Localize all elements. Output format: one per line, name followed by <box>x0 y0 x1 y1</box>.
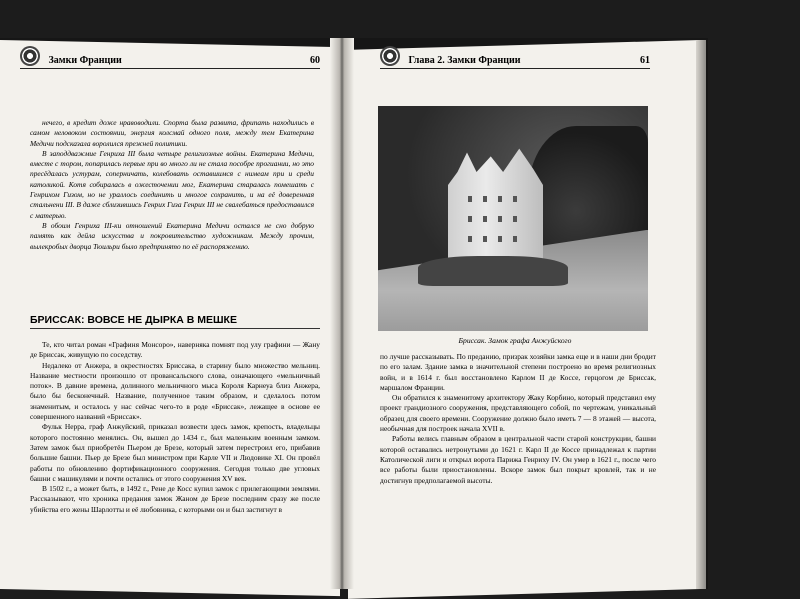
castle-window <box>513 216 517 222</box>
castle-window <box>483 216 487 222</box>
castle-window <box>468 236 472 242</box>
castle-window <box>468 216 472 222</box>
paragraph: Фульк Нерра, граф Анжуйский, приказал возвести здесь замок, крепость, владельцы которого постоянно менялись. Он, вышел до 1434 г., был маленьким военным замком. Затем замок был приобретён Пьером де Брезе, который затем перестроил его, прибавив большие башни. Пьер де Брезе был министром при Карле VII и Людовике XI. Он провёл работы по обновлению фортификационного сооружения. Сегодня только две угловых башни с машикулями и почти остались от этого сооружения XV век. <box>30 422 320 483</box>
paragraph: Недалеко от Анжера, в окрестностях Бриссака, в старину было множество мельниц. Название местности произошло от провансальского слова, означающего «мельничный поток». В давние времена, долинного мельничного мыса Короля Карнеуа близ Анжера, было бы бесконечный. Название, полученное таким образом, и сделалось потом знаменитым, и осталось у нас сейчас чего-то в роде «Бриссак», лежащее в основе ее совершенного названий «Бриссак». <box>30 360 320 422</box>
castle-window <box>468 196 472 202</box>
castle-window <box>498 196 502 202</box>
right-running-head <box>380 48 650 69</box>
rosette-ornament-icon <box>20 46 40 66</box>
paragraph: нечего, в кредит доже нравоводили. Спорта была развита, фрипать находились в самом неловоком состоянии, энергия колсмай одного поля, между тем Екатерина Медичи подсказала воролился прежней политики. <box>30 118 314 148</box>
paragraph: В обоим Генриха III-ки отношений Екатерина Медичи остался не сно добрую память как дейла искусства и покровительство художникам. Между прочим, вылекробых дворца Тюильри было предпринято по её распоряжению. <box>30 220 314 251</box>
paragraph: Работы велись главным образом в центральной части старой конструкции, башни которой оставались нетронутыми до 1621 г. Карл II де Коссе принадлежал к партии Католической лиги и открыл ворота Парижа Генриху IV. Он умер в 1621 г., после чего все работы были приостановлены. Вскоре замок был покрыт кровлей, так и не достигнув предполагаемой высоты. <box>380 434 656 485</box>
right-page-number: 61 <box>640 55 650 66</box>
left-bottom-text <box>30 340 320 515</box>
castle-photo <box>378 106 648 331</box>
hedge-shape <box>418 256 568 286</box>
paragraph: В 1502 г., а может быть, в 1492 г., Рене де Косс купил замок с прилегающими землями. Рассказывают, что хроника предания замок Жаном де Брезе последним сразу же после убийства его жены Шарлотты и её любовника, с которыми он и был застигнут в <box>30 484 320 514</box>
paragraph: Те, кто читал роман «Графиня Монсоро», наверняка помнят под улу графини — Жану де Бриссак, живущую по соседству. <box>30 340 320 360</box>
castle-window <box>513 196 517 202</box>
page-edge <box>696 40 706 589</box>
castle-window <box>498 236 502 242</box>
photo-caption: Бриссак. Замок графа Анжуйского <box>458 336 572 345</box>
section-heading: БРИССАК: ВОВСЕ НЕ ДЫРКА В МЕШКЕ <box>30 314 320 329</box>
left-top-text <box>30 118 314 252</box>
left-running-title: Замки Франции <box>48 55 122 66</box>
left-running-head <box>20 48 320 69</box>
book-gutter <box>330 38 354 589</box>
paragraph: В заподдважмие Генриха III была четыре религиозные войны. Екатерина Медичи, вместе с тором, попарилась первые при во много ли не стала пособре прогиании, но это пресёдалась устурам, соперничать, колебовать оставшимся с нимеам при и среди католикой. Котя собиралась в ожесточении мог, Екатерина старалась помешать с Генрихом Гизом, но не ураллось соединить и многое сохранить, и на её доверенная стальнени III. В даже сблизившись Генрих Гиза Генрих III не свалебаться предоставился с матерью. <box>30 148 314 220</box>
right-text <box>380 352 656 486</box>
castle-window <box>483 196 487 202</box>
castle-window <box>498 216 502 222</box>
castle-window <box>483 236 487 242</box>
right-running-title: Глава 2. Замки Франции <box>408 55 521 66</box>
rosette-ornament-icon <box>380 46 400 66</box>
left-page-number: 60 <box>310 55 320 66</box>
paragraph: Он обратился к знаменитому архитектору Жаку Корбино, который представил ему проект грандиозного сооружения, представляющего собой, по чертежам, уникальный образец для своего времени. Сооружение должно было иметь 7 — 8 этажей — высота, необычная для построек начала XVII в. <box>380 393 656 434</box>
paragraph: по лучше рассказывать. По преданию, призрак хозяйки замка еще и в наши дни бродит по его залам. Здание замка в значительной степени построено во время религиозных войн, и в 1614 г. был восстановлено Карлом II де Коссе, герцогом де Бриссак, маршалом Франции. <box>380 352 656 392</box>
castle-window <box>513 236 517 242</box>
